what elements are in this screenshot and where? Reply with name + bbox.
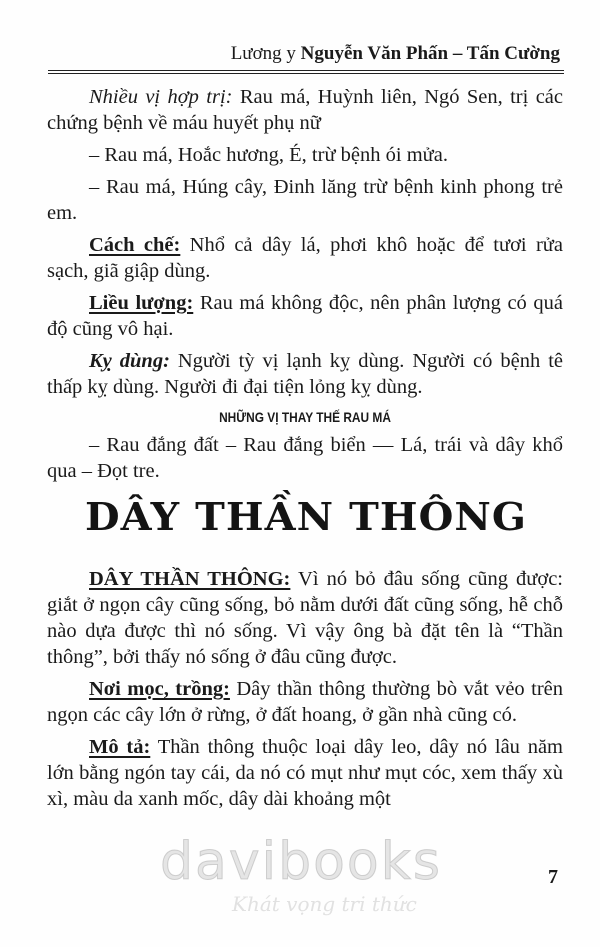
paragraph-name-origin: DÂY THẦN THÔNG: Vì nó bỏ đâu sống cũng được: giắt ở ngọn cây cũng sống, bỏ nằm dưới đất cũng sống, hễ chỗ nào dựa được thì nó sống. Vì vậy ông bà đặt tên là “Thần thông”, bởi thấy nó sống ở đâu cũng được. bbox=[47, 568, 563, 668]
rau-ma-section bbox=[47, 84, 563, 490]
watermark-tagline: Khát vọng tri thức bbox=[232, 892, 417, 916]
paragraph-description: Mô tả: Thần thông thuộc loại dây leo, dây nó lâu năm lớn bằng ngón tay cái, da nó có mụt như mụt cóc, xem thấy xù xì, màu da xanh mốc, dây dài khoảng một bbox=[47, 736, 563, 810]
paragraph-preparation: Cách chế: Nhổ cả dây lá, phơi khô hoặc để tươi rửa sạch, giã giập dùng. bbox=[47, 234, 563, 282]
label-description: Mô tả: bbox=[89, 736, 151, 758]
paragraph-vomiting: – Rau má, Hoắc hương, É, trừ bệnh ói mửa. bbox=[89, 144, 449, 166]
label-combined-uses: Nhiều vị hợp trị: bbox=[89, 86, 233, 108]
than-thong-section bbox=[47, 566, 563, 818]
paragraph-habitat: Nơi mọc, trồng: Dây thần thông thường bò vắt vẻo trên ngọn các cây lớn ở rừng, ở đất hoang, ở gần nhà cũng có. bbox=[47, 678, 563, 726]
paragraph-substitutes: – Rau đắng đất – Rau đắng biển — Lá, trái và dây khổ qua – Đọt tre. bbox=[47, 434, 563, 482]
author-prefix: Lương y bbox=[230, 43, 296, 64]
paragraph-combined-uses: Nhiều vị hợp trị: Rau má, Huỳnh liên, Ngó Sen, trị các chứng bệnh về máu huyết phụ nữ bbox=[47, 86, 563, 134]
label-dosage: Liều lượng: bbox=[89, 292, 194, 314]
label-name-origin: DÂY THẦN THÔNG: bbox=[89, 568, 291, 590]
paragraph-contraindications: Kỵ dùng: Người tỳ vị lạnh kỵ dùng. Người có bệnh tê thấp kỵ dùng. Người đi đại tiện lỏng kỵ dùng. bbox=[47, 350, 563, 398]
substitutes-heading: NHỮNG VỊ THAY THẾ RAU MÁ bbox=[219, 409, 391, 425]
chapter-title: DÂY THẦN THÔNG bbox=[84, 494, 528, 539]
author-name: Nguyễn Văn Phấn – Tấn Cường bbox=[300, 43, 560, 64]
page-number: 7 bbox=[548, 866, 558, 888]
label-preparation: Cách chế: bbox=[89, 234, 181, 256]
paragraph-dosage: Liều lượng: Rau má không độc, nên phân lượng có quá độ cũng vô hại. bbox=[47, 292, 563, 340]
paragraph-convulsions: – Rau má, Húng cây, Đinh lăng trừ bệnh kinh phong trẻ em. bbox=[47, 176, 563, 224]
running-header bbox=[110, 40, 560, 68]
watermark-brand: davibooks bbox=[160, 832, 442, 892]
header-rule bbox=[48, 70, 564, 74]
label-habitat: Nơi mọc, trồng: bbox=[89, 678, 230, 700]
label-contraindications: Kỵ dùng: bbox=[89, 350, 170, 372]
